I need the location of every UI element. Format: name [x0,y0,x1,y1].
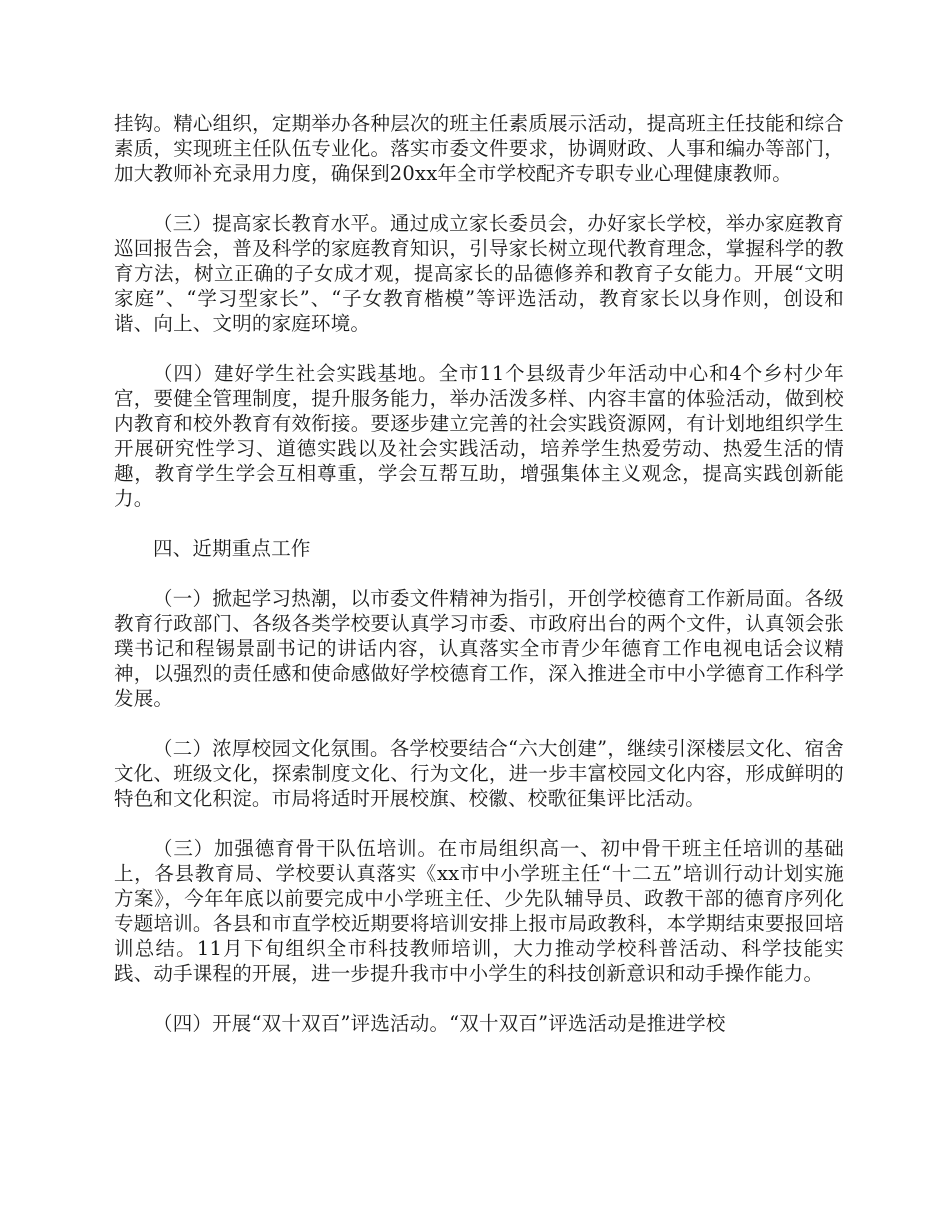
section-heading-recent-work: 四、近期重点工作 [153,537,311,560]
paragraph-double-ten-double-hundred: （四）开展“双十双百”评选活动。“双十双百”评选活动是推进学校 [153,1012,726,1035]
document-page [114,111,844,1061]
paragraph-parent-education: （三）提高家长教育水平。通过成立家长委员会，办好家长学校，举办家庭教育巡回报告会，普及科学的家庭教育知识，引导家长树立现代教育理念，掌握科学的教育方法，树立正确的子女成才观，提高家长的品德修养和教育子女能力。开展“文明家庭”、“学习型家长”、“子女教育楷模”等评选活动，教育家长以身作则，创设和谐、向上、文明的家庭环境。 [114,212,844,335]
paragraph-continuation: 挂钩。精心组织，定期举办各种层次的班主任素质展示活动，提高班主任技能和综合素质，实现班主任队伍专业化。落实市委文件要求，协调财政、人事和编办等部门，加大教师补充录用力度，确保到20xx年全市学校配齐专职专业心理健康教师。 [114,112,844,185]
paragraph-study-wave: （一）掀起学习热潮，以市委文件精神为指引，开创学校德育工作新局面。各级教育行政部门、各级各类学校要认真学习市委、市政府出台的两个文件，认真领会张璞书记和程锡景副书记的讲话内容，认真落实全市青少年德育工作电视电话会议精神，以强烈的责任感和使命感做好学校德育工作，深入推进全市中小学德育工作科学发展。 [114,587,844,710]
paragraph-practice-base: （四）建好学生社会实践基地。全市11个县级青少年活动中心和4个乡村少年宫，要健全管理制度，提升服务能力，举办活泼多样、内容丰富的体验活动，做到校内教育和校外教育有效衔接。要逐步建立完善的社会实践资源网，有计划地组织学生开展研究性学习、道德实践以及社会实践活动，培养学生热爱劳动、热爱生活的情趣，教育学生学会互相尊重，学会互帮互助，增强集体主义观念，提高实践创新能力。 [114,362,844,510]
paragraph-campus-culture: （二）浓厚校园文化氛围。各学校要结合“六大创建”，继续引深楼层文化、宿舍文化、班级文化，探索制度文化、行为文化，进一步丰富校园文化内容，形成鲜明的特色和文化积淀。市局将适时开展校旗、校徽、校歌征集评比活动。 [114,737,844,810]
paragraph-training: （三）加强德育骨干队伍培训。在市局组织高一、初中骨干班主任培训的基础上，各县教育局、学校要认真落实《xx市中小学班主任“十二五”培训行动计划实施方案》，今年年底以前要完成中小学班主任、少先队辅导员、政教干部的德育序列化专题培训。各县和市直学校近期要将培训安排上报市局政教科，本学期结束要报回培训总结。11月下旬组织全市科技教师培训，大力推动学校科普活动、科学技能实践、动手课程的开展，进一步提升我市中小学生的科技创新意识和动手操作能力。 [114,837,844,985]
